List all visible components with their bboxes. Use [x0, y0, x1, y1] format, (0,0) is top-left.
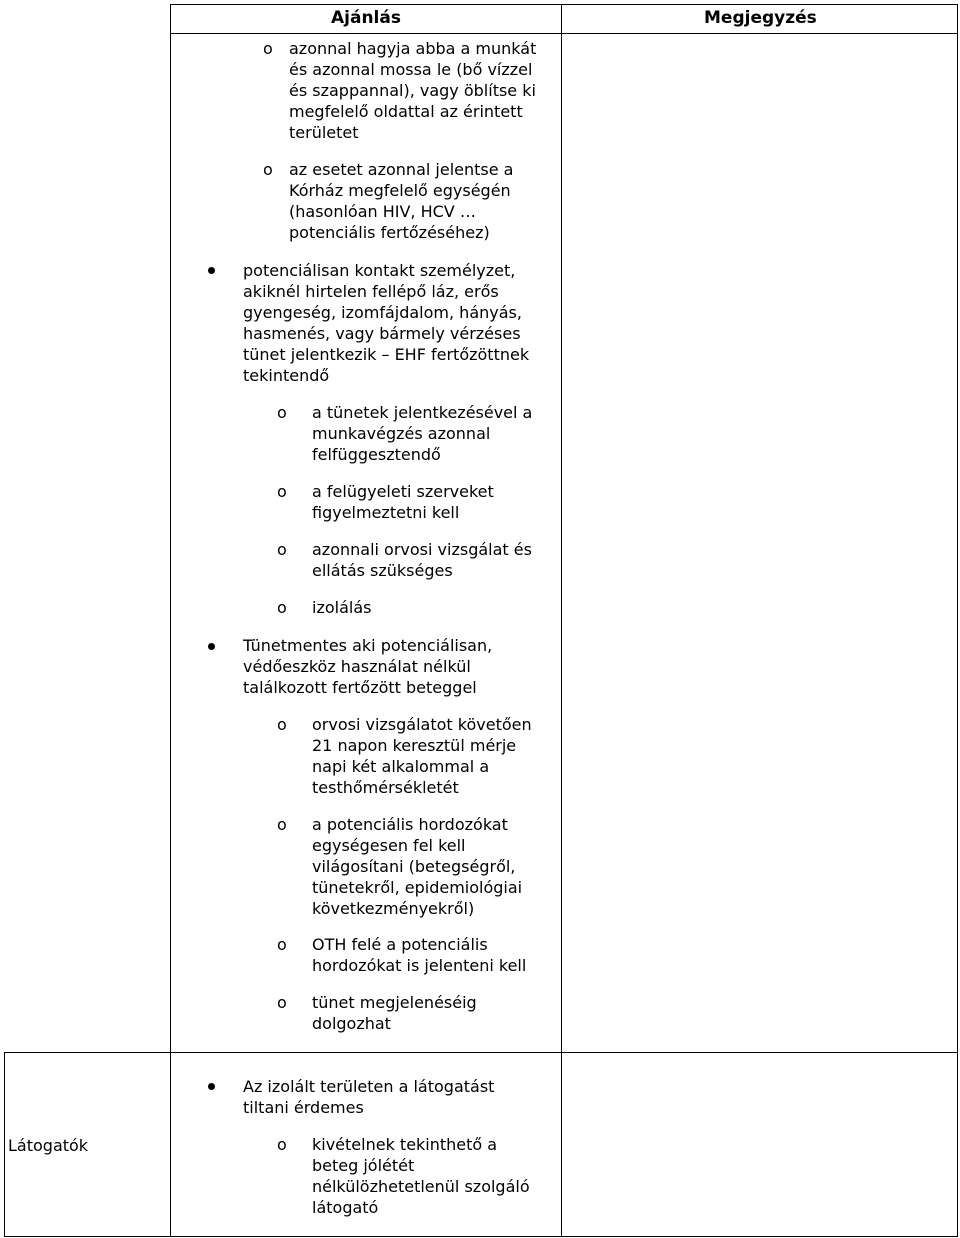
- sub-item-text: tünet megjelenéséig: [312, 993, 477, 1012]
- bullet-text: potenciálisan kontakt személyzet,: [243, 261, 516, 280]
- bullet-text: Az izolált területen a látogatást: [243, 1077, 495, 1096]
- circle-bullet-icon: o: [277, 715, 287, 734]
- sub-item-text: napi két alkalommal a: [312, 757, 490, 776]
- sub-item-text: kivételnek tekinthető a: [312, 1135, 498, 1154]
- circle-bullet-icon: o: [277, 598, 287, 617]
- sub-item-text: (hasonlóan HIV, HCV …: [289, 202, 476, 221]
- bullet-text: találkozott fertőzött beteggel: [243, 678, 477, 697]
- bullet-text: védőeszköz használat nélkül: [243, 657, 471, 676]
- sub-item-text: tünetekről, epidemiológiai: [312, 878, 523, 897]
- bullet-text: gyengeség, izomfájdalom, hányás,: [243, 303, 522, 322]
- bullet-text: tiltani érdemes: [243, 1098, 364, 1117]
- sub-item-text: 21 napon keresztül mérje: [312, 736, 517, 755]
- sub-item-text: ellátás szükséges: [312, 561, 453, 580]
- table-right-border: [957, 4, 958, 1237]
- col1-left-border: [4, 1052, 5, 1237]
- bullet-dot-icon: [208, 643, 215, 650]
- sub-item-text: területet: [289, 123, 359, 142]
- header-recommendation: Ajánlás: [331, 8, 401, 28]
- table-top-border: [170, 4, 958, 5]
- bullet-text: Tünetmentes aki potenciálisan,: [243, 636, 493, 655]
- sub-item-text: dolgozhat: [312, 1014, 391, 1033]
- sub-item-text: izolálás: [312, 598, 372, 617]
- sub-item-text: Kórház megfelelő egységén: [289, 181, 511, 200]
- header-bottom-border: [170, 33, 958, 34]
- sub-item-text: a potenciális hordozókat: [312, 815, 508, 834]
- circle-bullet-icon: o: [277, 540, 287, 559]
- table-bottom-border: [4, 1236, 958, 1237]
- bullet-dot-icon: [208, 1083, 215, 1090]
- circle-bullet-icon: o: [263, 39, 273, 58]
- sub-item-text: hordozókat is jelenteni kell: [312, 956, 527, 975]
- sub-item-text: világosítani (betegségről,: [312, 857, 516, 876]
- bullet-text: akiknél hirtelen fellépő láz, erős: [243, 282, 499, 301]
- sub-item-text: azonnali orvosi vizsgálat és: [312, 540, 532, 559]
- sub-item-text: az esetet azonnal jelentse a: [289, 160, 514, 179]
- sub-item-text: a tünetek jelentkezésével a: [312, 403, 533, 422]
- circle-bullet-icon: o: [277, 935, 287, 954]
- sub-item-text: és szappannal), vagy öblítse ki: [289, 81, 536, 100]
- sub-item-text: azonnal hagyja abba a munkát: [289, 39, 537, 58]
- circle-bullet-icon: o: [277, 815, 287, 834]
- circle-bullet-icon: o: [277, 993, 287, 1012]
- circle-bullet-icon: o: [277, 1135, 287, 1154]
- circle-bullet-icon: o: [277, 482, 287, 501]
- row1-bottom-border: [4, 1052, 958, 1053]
- sub-item-text: megfelelő oldattal az érintett: [289, 102, 523, 121]
- col3-left-border: [561, 4, 562, 1237]
- circle-bullet-icon: o: [277, 403, 287, 422]
- sub-item-text: beteg jólétét: [312, 1156, 415, 1175]
- sub-item-text: munkavégzés azonnal: [312, 424, 491, 443]
- sub-item-text: látogató: [312, 1198, 379, 1217]
- sub-item-text: a felügyeleti szerveket: [312, 482, 494, 501]
- sub-item-text: következményekről): [312, 899, 475, 918]
- bullet-text: tünet jelentkezik – EHF fertőzöttnek: [243, 345, 530, 364]
- bullet-text: tekintendő: [243, 366, 330, 385]
- sub-item-text: egységesen fel kell: [312, 836, 466, 855]
- header-note: Megjegyzés: [704, 8, 817, 28]
- sub-item-text: felfüggesztendő: [312, 445, 441, 464]
- sub-item-text: OTH felé a potenciális: [312, 935, 488, 954]
- sub-item-text: és azonnal mossa le (bő vízzel: [289, 60, 533, 79]
- sub-item-text: figyelmeztetni kell: [312, 503, 460, 522]
- col2-left-border: [170, 4, 171, 1237]
- sub-item-text: potenciális fertőzéséhez): [289, 223, 490, 242]
- sub-item-text: testhőmérsékletét: [312, 778, 459, 797]
- bullet-dot-icon: [208, 267, 215, 274]
- row-label-visitors: Látogatók: [8, 1136, 89, 1155]
- circle-bullet-icon: o: [263, 160, 273, 179]
- sub-item-text: orvosi vizsgálatot követően: [312, 715, 532, 734]
- bullet-text: hasmenés, vagy bármely vérzéses: [243, 324, 521, 343]
- sub-item-text: nélkülözhetetlenül szolgáló: [312, 1177, 530, 1196]
